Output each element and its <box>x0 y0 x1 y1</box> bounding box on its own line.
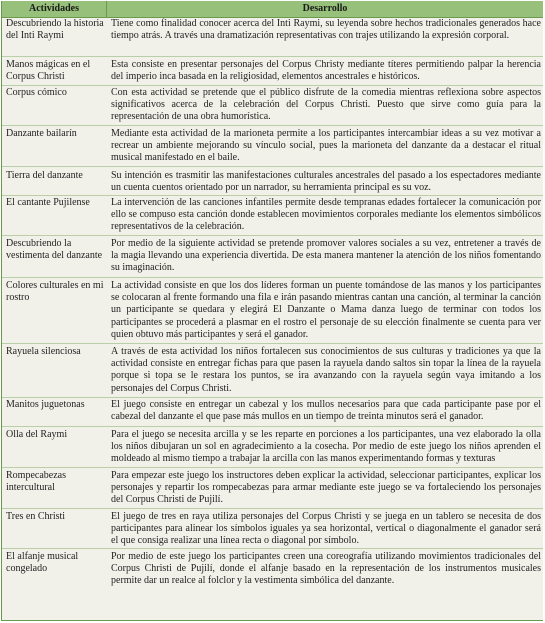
activity-name: El cantante Pujilense <box>6 197 90 208</box>
row-divider <box>2 235 543 236</box>
row-divider <box>2 195 543 196</box>
activity-description: Para el juego se necesita arcilla y se les reparte en porciones a los participantes, una vez elaborado la olla los niños dibujaran un sol en agradecimiento a la cosecha. Por medio de este juego los niños aprenden el moldeado al mismo tiempo a trabajar la arcilla con las manos experimentando formas y texturas <box>111 429 541 465</box>
activity-name: Descubriendo la historia del Inti Raymi <box>6 18 104 42</box>
activity-name: Rompecabezas intercultural <box>6 470 66 494</box>
activity-name: Tierra del danzante <box>6 170 83 181</box>
row-divider <box>2 166 543 167</box>
header-activities: Actividades <box>29 3 79 14</box>
activity-name: Manos mágicas en el Corpus Christi <box>6 59 91 83</box>
row-divider <box>2 56 543 57</box>
table-header <box>2 1 543 18</box>
activity-description: Tiene como finalidad conocer acerca del Inti Raymi, su leyenda sobre hechos tradicionales generados hace tiempo atrás. A través una dramatización representativas con trajes utilizando la expresión corporal. <box>111 18 541 42</box>
activity-description: El juego consiste en entregar un cabezal y los mullos necesarios para que cada participante pase por el cabezal del danzante el que pase más mullos en un tiempo de treinta minutos será el ganador. <box>111 399 541 423</box>
activity-description: Esta consiste en presentar personajes del Corpus Christy mediante títeres permitiendo palpar la herencia del imperio inca basada en la religiosidad, elementos ancestrales e históricos. <box>111 59 541 83</box>
activity-description: A través de esta actividad los niños fortalecen sus conocimientos de sus culturas y tradiciones ya que la actividad consiste en entregar fichas para que pasen la rayuela dando saltos sin topar la línea de la rayuela porque si topa se le restara los puntos, se ira avanzando con la rayuela según vaya imitando a los personajes del Corpus Christi. <box>111 346 541 394</box>
activity-name: Manitos juguetonas <box>6 399 85 410</box>
row-divider <box>2 397 543 398</box>
row-divider <box>2 426 543 427</box>
activity-name: Tres en Christi <box>6 511 66 522</box>
activity-name: Olla del Raymi <box>6 429 68 440</box>
activity-description: El juego de tres en raya utiliza personajes del Corpus Christi y se juega en un tablero se necesita de dos participantes para alinear los símbolos iguales ya sea horizontal, vertical o diagonalmente el ganador será el que consiga realizar una línea recta o diagonal por símbolo. <box>111 511 541 547</box>
activity-description: Para empezar este juego los instructores deben explicar la actividad, seleccionar participantes, explicar los personajes y repartir los rompecabezas para armar mediante este juego se va fortaleciendo los personajes del Corpus Christi de Pujilí. <box>111 470 541 506</box>
activity-description: Su intención es trasmitir las manifestaciones culturales ancestrales del pasado a los espectadores mediante un cuenta cuentos orientado por un narrador, su herramienta principal es su voz. <box>111 170 541 194</box>
activity-description: Mediante esta actividad de la marioneta permite a los participantes intercambiar ideas a su vez motivar a recrear un ambiente mejorando su vínculo social, pues la marioneta del danzante da a destacar el ritual musical manifestado en el baile. <box>111 128 541 164</box>
row-divider <box>2 343 543 344</box>
header-divider <box>106 1 107 17</box>
row-divider <box>2 125 543 126</box>
row-divider <box>2 548 543 549</box>
activity-name: Colores culturales en mi rostro <box>6 280 104 304</box>
activity-name: Danzante bailarín <box>6 128 77 139</box>
activity-description: Por medio de la siguiente actividad se pretende promover valores sociales a su vez, entretener a través de la magia llevando una experiencia divertida. De esta manera mantener la atención de los niños fomentando su imaginación. <box>111 238 541 274</box>
row-divider <box>2 508 543 509</box>
row-divider <box>2 85 543 86</box>
activity-name: El alfanje musical congelado <box>6 551 79 575</box>
activity-name: Descubriendo la vestimenta del danzante <box>6 238 103 262</box>
activity-name: Corpus cómico <box>6 87 67 98</box>
activity-description: La actividad consiste en que los dos líderes forman un puente tomándose de las manos y los participantes se colocaran al frente formando una fila e irán pasando mientras cantan una canción, al terminar la canción un participante se quedara y elegirá El Danzante o Mama danza luego de terminar con todos los participantes se procederá a plasmar en el rostro el personaje de su elección finalmente se cuenta para ver quien obtuvo más participantes y será el ganador. <box>111 280 541 340</box>
activity-description: Por medio de este juego los participantes creen una coreografía utilizando movimientos tradicionales del Corpus Christi de Pujilí, donde el alfanje basado en la representación de los instrumentos musicales permite dar un realce al folclor y la vestimenta simbólica del danzante. <box>111 551 541 587</box>
activities-table <box>1 1 543 621</box>
activity-description: Con esta actividad se pretende que el público disfrute de la comedia mientras reflexiona sobre aspectos significativos acerca de la celebración del Corpus Christi. Puesto que sirve como guía para la representación de una obra humorística. <box>111 87 541 123</box>
activity-description: La intervención de las canciones infantiles permite desde tempranas edades fortalecer la comunicación por ello se compuso esta canción donde establecen movimientos corporales mediante los elementos simbólicos representativos de la celebración. <box>111 197 541 233</box>
activity-name: Rayuela silenciosa <box>6 346 81 357</box>
row-divider <box>2 467 543 468</box>
row-divider <box>2 277 543 278</box>
header-development: Desarrollo <box>302 3 348 14</box>
